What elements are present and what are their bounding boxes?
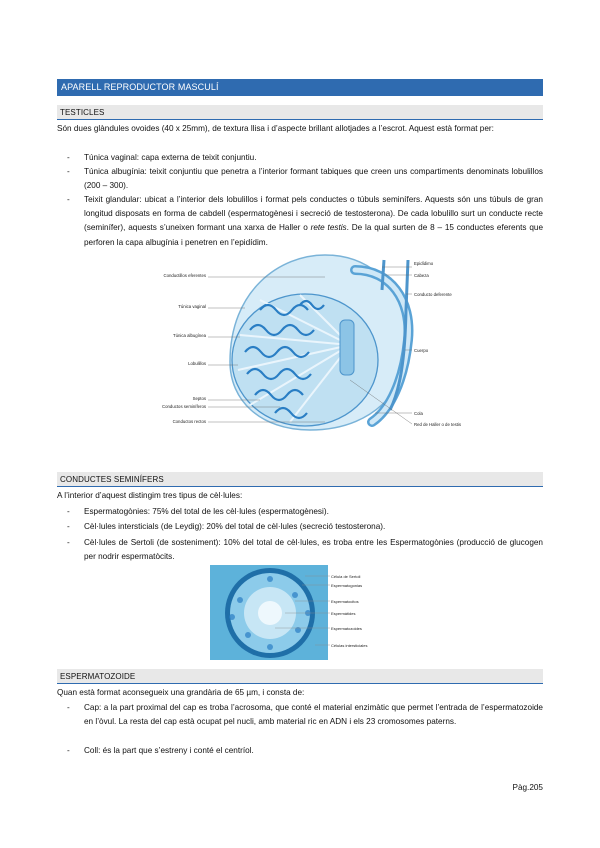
label-cabeza: Cabeza <box>414 273 429 278</box>
label-tunica-albuginea: Túnica albugínea <box>173 333 206 338</box>
label-espermatocitos: Espermatocitos <box>331 599 359 604</box>
label-epididimo: Epidídimo <box>414 261 434 266</box>
label-tunica-vaginal: Túnica vaginal <box>178 304 206 309</box>
list-item: - Cèl·lules intersticials (de Leydig): 20% del total de cèl·lules (secreció testosterona). <box>67 522 386 531</box>
list-item: - Cap: a la part proximal del cap es troba l’acrosoma, que conté el material enzimàtic que permet l’entrada de l’espermatozoide en l’òvul. La resta del cap està ocupat pel nucli, amb material ric en ADN i els 23 cromosomes paterns. <box>67 703 543 727</box>
label-conductos-seminiferos: Conductos seminíferos <box>162 404 206 409</box>
list-item: - Cèl·lules de Sertoli (de sosteniment): 10% del total de cèl·lules, es troba entre les Espermatogònies (producció de glucogen per nodrir espermatòcits. <box>67 538 543 562</box>
label-espermatides: Espermátides <box>331 611 356 616</box>
label-red-de-haller: Red de Haller o de testis <box>414 422 462 427</box>
list-item: - Túnica albugínia: teixit conjuntiu que penetra a l’interior formant tabiques que creen uns compartiments denominats lobulillos (200 – 300). <box>67 167 543 191</box>
label-conductos-rectos: Conductos rectos <box>172 419 206 424</box>
label-espermatogonias: Espermatogonias <box>331 583 363 588</box>
section-intro-testicles: Són dues glàndules ovoides (40 x 25mm), de textura llisa i d’aspecte brillant allotjades a l’escrot. Aquest està format per: <box>57 124 494 133</box>
section-heading-sperm: ESPERMATOZOIDE <box>57 669 543 684</box>
seminiferous-tubule-diagram <box>210 565 390 660</box>
list-item: - Teixit glandular: ubicat a l’interior dels lobulillos i format pels conductes o túbuls seminífers. Aquests són uns túbuls de gran longitud disposats en forma de cabdell (espermatogènesi i secreció de testosterona). De cada lobulillo surt un conducte recte (seminífer), aquests s’uneixen formant una xarxa de Haller o rete testis. De la qual surten de 8 – 15 conductes eferents que perforen la capa albugínia i penetren en l’epidídim. <box>67 195 543 247</box>
label-cuerpo: Cuerpo <box>414 348 429 353</box>
testis-diagram <box>150 250 462 435</box>
list-item: - Coll: és la part que s’estreny i conté el centríol. <box>67 746 254 755</box>
document-title: APARELL REPRODUCTOR MASCULÍ <box>57 79 543 96</box>
label-celula-sertoli: Célula de Sertoli <box>331 574 361 579</box>
label-lobulillos: Lobulillos <box>188 361 206 366</box>
list-item: - Espermatogònies: 75% del total de les cèl·lules (espermatogènesi). <box>67 507 329 516</box>
section-heading-seminiferous: CONDUCTES SEMINÍFERS <box>57 472 543 487</box>
label-conducto-deferente: Conducto deferente <box>414 292 452 297</box>
page-number: Pàg.205 <box>512 783 543 792</box>
label-cola: Cola <box>414 411 423 416</box>
label-conductillos-eferentes: Conductillos eferentes <box>163 273 206 278</box>
list-item: - Túnica vaginal: capa externa de teixit conjuntiu. <box>67 153 257 162</box>
section-intro-seminiferous: A l’interior d’aquest distingim tres tipus de cèl·lules: <box>57 491 243 500</box>
label-espermatozoides: Espermatozoides <box>331 626 362 631</box>
section-heading-testicles: TESTICLES <box>57 105 543 120</box>
section-intro-sperm: Quan està format aconsegueix una grandària de 65 µm, i consta de: <box>57 688 305 697</box>
label-celulas-intersticiales: Células intersticiales <box>331 643 368 648</box>
label-septos: Septos <box>192 396 206 401</box>
